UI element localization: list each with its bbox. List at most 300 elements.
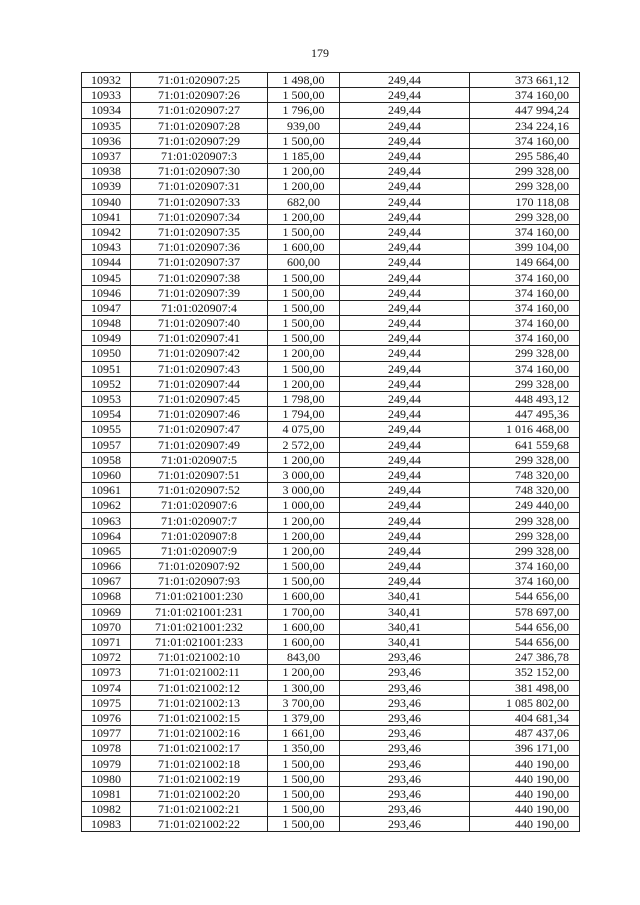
value-cell: 249 440,00 — [470, 498, 580, 513]
value-cell: 299 328,00 — [470, 543, 580, 558]
cadastral-number-cell: 71:01:020907:8 — [131, 528, 268, 543]
row-number-cell: 10944 — [82, 255, 131, 270]
table-row — [82, 73, 580, 88]
row-number-cell: 10932 — [82, 73, 131, 88]
value-cell: 149 664,00 — [470, 255, 580, 270]
value-cell: 299 328,00 — [470, 164, 580, 179]
table-row — [82, 361, 580, 376]
rate-cell: 249,44 — [340, 300, 470, 315]
row-number-cell: 10974 — [82, 680, 131, 695]
cadastral-number-cell: 71:01:020907:37 — [131, 255, 268, 270]
rate-cell: 293,46 — [340, 710, 470, 725]
rate-cell: 249,44 — [340, 224, 470, 239]
row-number-cell: 10953 — [82, 391, 131, 406]
area-cell: 2 572,00 — [268, 437, 340, 452]
value-cell: 641 559,68 — [470, 437, 580, 452]
data-table — [81, 72, 580, 832]
cadastral-number-cell: 71:01:020907:46 — [131, 407, 268, 422]
cadastral-number-cell: 71:01:021002:18 — [131, 756, 268, 771]
rate-cell: 293,46 — [340, 817, 470, 832]
cadastral-number-cell: 71:01:020907:7 — [131, 513, 268, 528]
rate-cell: 293,46 — [340, 741, 470, 756]
rate-cell: 293,46 — [340, 726, 470, 741]
table-row — [82, 498, 580, 513]
table-row — [82, 467, 580, 482]
rate-cell: 249,44 — [340, 513, 470, 528]
table-row — [82, 407, 580, 422]
value-cell: 381 498,00 — [470, 680, 580, 695]
value-cell: 374 160,00 — [470, 285, 580, 300]
area-cell: 1 600,00 — [268, 619, 340, 634]
cadastral-number-cell: 71:01:020907:35 — [131, 224, 268, 239]
rate-cell: 249,44 — [340, 164, 470, 179]
table-row — [82, 802, 580, 817]
area-cell: 1 379,00 — [268, 710, 340, 725]
cadastral-number-cell: 71:01:020907:49 — [131, 437, 268, 452]
cadastral-number-cell: 71:01:020907:30 — [131, 164, 268, 179]
table-row — [82, 316, 580, 331]
area-cell: 1 500,00 — [268, 88, 340, 103]
row-number-cell: 10960 — [82, 467, 131, 482]
row-number-cell: 10936 — [82, 133, 131, 148]
table-row — [82, 786, 580, 801]
rate-cell: 249,44 — [340, 103, 470, 118]
cadastral-number-cell: 71:01:021002:13 — [131, 695, 268, 710]
value-cell: 748 320,00 — [470, 467, 580, 482]
row-number-cell: 10937 — [82, 148, 131, 163]
row-number-cell: 10967 — [82, 574, 131, 589]
cadastral-number-cell: 71:01:021002:16 — [131, 726, 268, 741]
area-cell: 1 200,00 — [268, 528, 340, 543]
area-cell: 1 500,00 — [268, 756, 340, 771]
cadastral-number-cell: 71:01:021002:17 — [131, 741, 268, 756]
area-cell: 1 600,00 — [268, 240, 340, 255]
area-cell: 1 185,00 — [268, 148, 340, 163]
value-cell: 447 994,24 — [470, 103, 580, 118]
cadastral-number-cell: 71:01:020907:27 — [131, 103, 268, 118]
cadastral-number-cell: 71:01:020907:29 — [131, 133, 268, 148]
row-number-cell: 10941 — [82, 209, 131, 224]
row-number-cell: 10969 — [82, 604, 131, 619]
cadastral-number-cell: 71:01:020907:41 — [131, 331, 268, 346]
cadastral-number-cell: 71:01:021002:22 — [131, 817, 268, 832]
value-cell: 440 190,00 — [470, 802, 580, 817]
area-cell: 682,00 — [268, 194, 340, 209]
row-number-cell: 10935 — [82, 118, 131, 133]
row-number-cell: 10951 — [82, 361, 131, 376]
area-cell: 600,00 — [268, 255, 340, 270]
table-row — [82, 331, 580, 346]
table-row — [82, 255, 580, 270]
table-row — [82, 346, 580, 361]
row-number-cell: 10979 — [82, 756, 131, 771]
area-cell: 843,00 — [268, 650, 340, 665]
value-cell: 440 190,00 — [470, 771, 580, 786]
rate-cell: 293,46 — [340, 665, 470, 680]
row-number-cell: 10962 — [82, 498, 131, 513]
row-number-cell: 10963 — [82, 513, 131, 528]
value-cell: 374 160,00 — [470, 559, 580, 574]
cadastral-number-cell: 71:01:021002:21 — [131, 802, 268, 817]
table-row — [82, 133, 580, 148]
cadastral-number-cell: 71:01:020907:44 — [131, 376, 268, 391]
area-cell: 1 200,00 — [268, 164, 340, 179]
table-row — [82, 650, 580, 665]
cadastral-number-cell: 71:01:020907:38 — [131, 270, 268, 285]
cadastral-number-cell: 71:01:020907:9 — [131, 543, 268, 558]
cadastral-number-cell: 71:01:021002:20 — [131, 786, 268, 801]
row-number-cell: 10933 — [82, 88, 131, 103]
area-cell: 1 500,00 — [268, 817, 340, 832]
cadastral-number-cell: 71:01:020907:45 — [131, 391, 268, 406]
area-cell: 1 500,00 — [268, 133, 340, 148]
rate-cell: 249,44 — [340, 209, 470, 224]
area-cell: 1 500,00 — [268, 361, 340, 376]
value-cell: 544 656,00 — [470, 619, 580, 634]
rate-cell: 340,41 — [340, 604, 470, 619]
table-row — [82, 756, 580, 771]
table-row — [82, 224, 580, 239]
rate-cell: 249,44 — [340, 285, 470, 300]
table-row — [82, 194, 580, 209]
table-row — [82, 148, 580, 163]
row-number-cell: 10968 — [82, 589, 131, 604]
value-cell: 487 437,06 — [470, 726, 580, 741]
row-number-cell: 10948 — [82, 316, 131, 331]
area-cell: 1 300,00 — [268, 680, 340, 695]
row-number-cell: 10938 — [82, 164, 131, 179]
rate-cell: 249,44 — [340, 148, 470, 163]
value-cell: 374 160,00 — [470, 331, 580, 346]
value-cell: 373 661,12 — [470, 73, 580, 88]
table-row — [82, 164, 580, 179]
value-cell: 374 160,00 — [470, 270, 580, 285]
rate-cell: 293,46 — [340, 802, 470, 817]
rate-cell: 249,44 — [340, 179, 470, 194]
rate-cell: 249,44 — [340, 73, 470, 88]
table-row — [82, 422, 580, 437]
area-cell: 1 200,00 — [268, 346, 340, 361]
row-number-cell: 10978 — [82, 741, 131, 756]
row-number-cell: 10975 — [82, 695, 131, 710]
value-cell: 374 160,00 — [470, 88, 580, 103]
area-cell: 1 500,00 — [268, 331, 340, 346]
table-row — [82, 118, 580, 133]
area-cell: 1 500,00 — [268, 285, 340, 300]
table-row — [82, 543, 580, 558]
row-number-cell: 10957 — [82, 437, 131, 452]
cadastral-number-cell: 71:01:020907:93 — [131, 574, 268, 589]
row-number-cell: 10954 — [82, 407, 131, 422]
rate-cell: 249,44 — [340, 361, 470, 376]
rate-cell: 249,44 — [340, 528, 470, 543]
value-cell: 299 328,00 — [470, 346, 580, 361]
area-cell: 1 796,00 — [268, 103, 340, 118]
cadastral-number-cell: 71:01:021002:11 — [131, 665, 268, 680]
rate-cell: 249,44 — [340, 543, 470, 558]
row-number-cell: 10950 — [82, 346, 131, 361]
rate-cell: 340,41 — [340, 634, 470, 649]
value-cell: 374 160,00 — [470, 224, 580, 239]
area-cell: 1 200,00 — [268, 376, 340, 391]
area-cell: 1 798,00 — [268, 391, 340, 406]
rate-cell: 249,44 — [340, 452, 470, 467]
cadastral-number-cell: 71:01:020907:42 — [131, 346, 268, 361]
rate-cell: 293,46 — [340, 786, 470, 801]
area-cell: 1 600,00 — [268, 634, 340, 649]
row-number-cell: 10945 — [82, 270, 131, 285]
value-cell: 247 386,78 — [470, 650, 580, 665]
row-number-cell: 10942 — [82, 224, 131, 239]
value-cell: 299 328,00 — [470, 209, 580, 224]
table-row — [82, 619, 580, 634]
table-row — [82, 741, 580, 756]
area-cell: 1 661,00 — [268, 726, 340, 741]
area-cell: 1 200,00 — [268, 452, 340, 467]
cadastral-number-cell: 71:01:020907:40 — [131, 316, 268, 331]
table-row — [82, 300, 580, 315]
row-number-cell: 10943 — [82, 240, 131, 255]
row-number-cell: 10971 — [82, 634, 131, 649]
value-cell: 299 328,00 — [470, 528, 580, 543]
cadastral-number-cell: 71:01:020907:31 — [131, 179, 268, 194]
row-number-cell: 10970 — [82, 619, 131, 634]
rate-cell: 249,44 — [340, 407, 470, 422]
table-row — [82, 604, 580, 619]
rate-cell: 293,46 — [340, 756, 470, 771]
table-row — [82, 771, 580, 786]
table-row — [82, 391, 580, 406]
row-number-cell: 10981 — [82, 786, 131, 801]
rate-cell: 249,44 — [340, 483, 470, 498]
value-cell: 299 328,00 — [470, 376, 580, 391]
cadastral-number-cell: 71:01:021002:10 — [131, 650, 268, 665]
area-cell: 1 200,00 — [268, 209, 340, 224]
cadastral-number-cell: 71:01:021001:230 — [131, 589, 268, 604]
table-row — [82, 726, 580, 741]
area-cell: 1 600,00 — [268, 589, 340, 604]
area-cell: 939,00 — [268, 118, 340, 133]
value-cell: 234 224,16 — [470, 118, 580, 133]
value-cell: 352 152,00 — [470, 665, 580, 680]
row-number-cell: 10934 — [82, 103, 131, 118]
row-number-cell: 10940 — [82, 194, 131, 209]
rate-cell: 249,44 — [340, 255, 470, 270]
table-body — [82, 73, 580, 832]
table-row — [82, 574, 580, 589]
table-row — [82, 680, 580, 695]
rate-cell: 340,41 — [340, 619, 470, 634]
area-cell: 1 350,00 — [268, 741, 340, 756]
value-cell: 299 328,00 — [470, 179, 580, 194]
area-cell: 1 500,00 — [268, 802, 340, 817]
table-row — [82, 240, 580, 255]
value-cell: 544 656,00 — [470, 634, 580, 649]
rate-cell: 249,44 — [340, 391, 470, 406]
table-row — [82, 437, 580, 452]
cadastral-number-cell: 71:01:021002:15 — [131, 710, 268, 725]
cadastral-number-cell: 71:01:020907:47 — [131, 422, 268, 437]
cadastral-number-cell: 71:01:021001:233 — [131, 634, 268, 649]
value-cell: 440 190,00 — [470, 756, 580, 771]
row-number-cell: 10947 — [82, 300, 131, 315]
cadastral-number-cell: 71:01:020907:39 — [131, 285, 268, 300]
area-cell: 1 200,00 — [268, 513, 340, 528]
row-number-cell: 10966 — [82, 559, 131, 574]
area-cell: 3 000,00 — [268, 483, 340, 498]
value-cell: 440 190,00 — [470, 817, 580, 832]
row-number-cell: 10976 — [82, 710, 131, 725]
cadastral-number-cell: 71:01:020907:5 — [131, 452, 268, 467]
table-row — [82, 589, 580, 604]
cadastral-number-cell: 71:01:020907:34 — [131, 209, 268, 224]
rate-cell: 293,46 — [340, 650, 470, 665]
table-row — [82, 695, 580, 710]
area-cell: 1 500,00 — [268, 574, 340, 589]
row-number-cell: 10949 — [82, 331, 131, 346]
rate-cell: 249,44 — [340, 574, 470, 589]
rate-cell: 249,44 — [340, 559, 470, 574]
area-cell: 1 700,00 — [268, 604, 340, 619]
rate-cell: 249,44 — [340, 88, 470, 103]
area-cell: 1 200,00 — [268, 179, 340, 194]
cadastral-number-cell: 71:01:020907:4 — [131, 300, 268, 315]
rate-cell: 249,44 — [340, 133, 470, 148]
table-row — [82, 710, 580, 725]
cadastral-number-cell: 71:01:020907:6 — [131, 498, 268, 513]
area-cell: 1 000,00 — [268, 498, 340, 513]
value-cell: 396 171,00 — [470, 741, 580, 756]
row-number-cell: 10965 — [82, 543, 131, 558]
value-cell: 374 160,00 — [470, 316, 580, 331]
rate-cell: 249,44 — [340, 467, 470, 482]
cadastral-number-cell: 71:01:020907:36 — [131, 240, 268, 255]
table-row — [82, 88, 580, 103]
rate-cell: 249,44 — [340, 498, 470, 513]
table-row — [82, 376, 580, 391]
area-cell: 3 700,00 — [268, 695, 340, 710]
area-cell: 1 500,00 — [268, 270, 340, 285]
cadastral-number-cell: 71:01:021002:12 — [131, 680, 268, 695]
area-cell: 1 500,00 — [268, 316, 340, 331]
cadastral-number-cell: 71:01:021001:232 — [131, 619, 268, 634]
cadastral-number-cell: 71:01:020907:92 — [131, 559, 268, 574]
value-cell: 374 160,00 — [470, 133, 580, 148]
value-cell: 1 085 802,00 — [470, 695, 580, 710]
area-cell: 1 500,00 — [268, 300, 340, 315]
value-cell: 440 190,00 — [470, 786, 580, 801]
value-cell: 374 160,00 — [470, 361, 580, 376]
rate-cell: 249,44 — [340, 118, 470, 133]
rate-cell: 249,44 — [340, 194, 470, 209]
value-cell: 578 697,00 — [470, 604, 580, 619]
cadastral-number-cell: 71:01:020907:51 — [131, 467, 268, 482]
rate-cell: 293,46 — [340, 680, 470, 695]
area-cell: 1 200,00 — [268, 543, 340, 558]
cadastral-number-cell: 71:01:021001:231 — [131, 604, 268, 619]
area-cell: 1 500,00 — [268, 771, 340, 786]
rate-cell: 249,44 — [340, 376, 470, 391]
row-number-cell: 10952 — [82, 376, 131, 391]
area-cell: 4 075,00 — [268, 422, 340, 437]
value-cell: 448 493,12 — [470, 391, 580, 406]
value-cell: 295 586,40 — [470, 148, 580, 163]
row-number-cell: 10946 — [82, 285, 131, 300]
table-row — [82, 285, 580, 300]
value-cell: 299 328,00 — [470, 452, 580, 467]
row-number-cell: 10972 — [82, 650, 131, 665]
rate-cell: 249,44 — [340, 316, 470, 331]
cadastral-number-cell: 71:01:020907:43 — [131, 361, 268, 376]
value-cell: 748 320,00 — [470, 483, 580, 498]
rate-cell: 293,46 — [340, 771, 470, 786]
row-number-cell: 10964 — [82, 528, 131, 543]
cadastral-number-cell: 71:01:020907:25 — [131, 73, 268, 88]
table-row — [82, 179, 580, 194]
value-cell: 544 656,00 — [470, 589, 580, 604]
rate-cell: 249,44 — [340, 422, 470, 437]
value-cell: 447 495,36 — [470, 407, 580, 422]
rate-cell: 293,46 — [340, 695, 470, 710]
cadastral-number-cell: 71:01:020907:33 — [131, 194, 268, 209]
table-row — [82, 103, 580, 118]
rate-cell: 249,44 — [340, 331, 470, 346]
value-cell: 299 328,00 — [470, 513, 580, 528]
value-cell: 374 160,00 — [470, 574, 580, 589]
row-number-cell: 10939 — [82, 179, 131, 194]
table-row — [82, 270, 580, 285]
area-cell: 1 500,00 — [268, 786, 340, 801]
rate-cell: 249,44 — [340, 240, 470, 255]
value-cell: 374 160,00 — [470, 300, 580, 315]
table-row — [82, 483, 580, 498]
area-cell: 1 498,00 — [268, 73, 340, 88]
rate-cell: 249,44 — [340, 270, 470, 285]
row-number-cell: 10980 — [82, 771, 131, 786]
area-cell: 3 000,00 — [268, 467, 340, 482]
rate-cell: 249,44 — [340, 437, 470, 452]
rate-cell: 340,41 — [340, 589, 470, 604]
cadastral-number-cell: 71:01:020907:26 — [131, 88, 268, 103]
row-number-cell: 10977 — [82, 726, 131, 741]
table-row — [82, 513, 580, 528]
table-row — [82, 528, 580, 543]
row-number-cell: 10955 — [82, 422, 131, 437]
area-cell: 1 200,00 — [268, 665, 340, 680]
rate-cell: 249,44 — [340, 346, 470, 361]
row-number-cell: 10961 — [82, 483, 131, 498]
table-row — [82, 634, 580, 649]
table-row — [82, 817, 580, 832]
cadastral-number-cell: 71:01:020907:28 — [131, 118, 268, 133]
value-cell: 1 016 468,00 — [470, 422, 580, 437]
area-cell: 1 500,00 — [268, 224, 340, 239]
table-row — [82, 559, 580, 574]
row-number-cell: 10958 — [82, 452, 131, 467]
cadastral-number-cell: 71:01:020907:52 — [131, 483, 268, 498]
value-cell: 404 681,34 — [470, 710, 580, 725]
area-cell: 1 500,00 — [268, 559, 340, 574]
row-number-cell: 10983 — [82, 817, 131, 832]
value-cell: 170 118,08 — [470, 194, 580, 209]
value-cell: 399 104,00 — [470, 240, 580, 255]
table-row — [82, 665, 580, 680]
row-number-cell: 10973 — [82, 665, 131, 680]
table-row — [82, 452, 580, 467]
cadastral-number-cell: 71:01:020907:3 — [131, 148, 268, 163]
cadastral-number-cell: 71:01:021002:19 — [131, 771, 268, 786]
page-number: 179 — [311, 46, 329, 60]
